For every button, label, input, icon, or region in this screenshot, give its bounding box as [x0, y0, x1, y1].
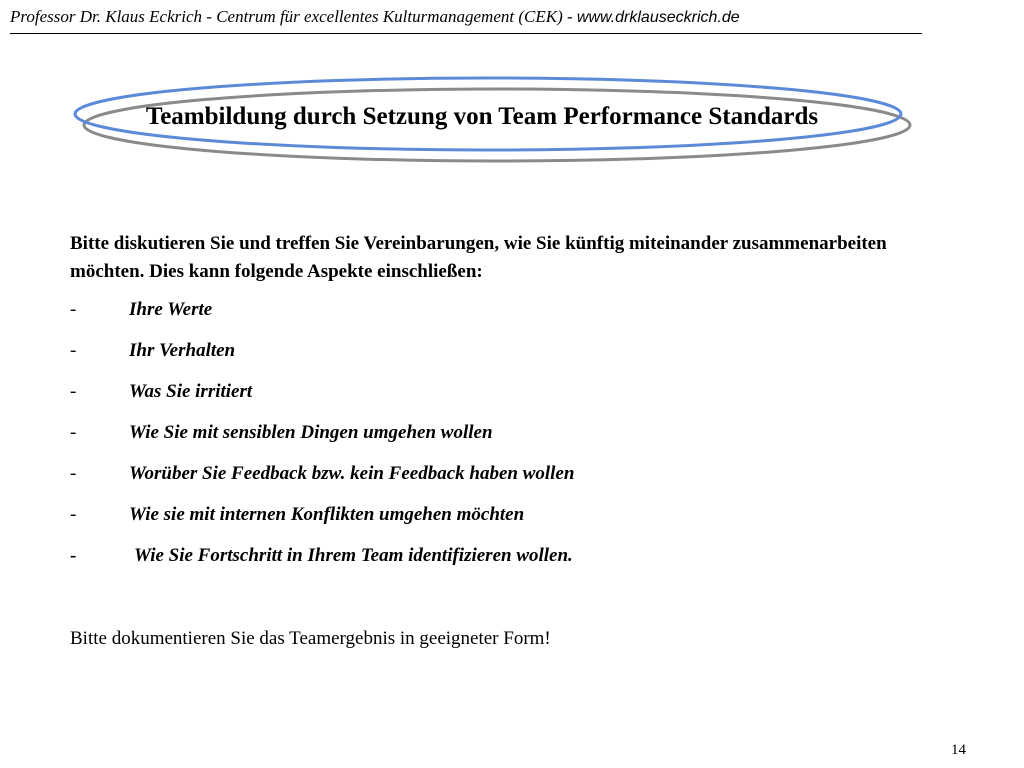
aspects-list [70, 296, 940, 583]
bullet-marker: - [70, 463, 77, 484]
bullet-marker: - [70, 340, 77, 361]
bullet-marker: - [70, 299, 77, 320]
title-ellipse-decoration [0, 0, 1024, 200]
closing-instruction: Bitte dokumentieren Sie das Teamergebnis in geeigneter Form! [70, 628, 551, 649]
bullet-text: Wie Sie Fortschritt in Ihrem Team identifizieren wollen. [134, 545, 573, 566]
bullet-text: Ihre Werte [129, 299, 213, 320]
header-separator: - [562, 7, 577, 26]
list-item [70, 378, 940, 419]
page-number: 14 [951, 742, 966, 758]
bullet-text: Wie Sie mit sensiblen Dingen umgehen wollen [129, 422, 493, 443]
list-item [70, 337, 940, 378]
list-item [70, 542, 940, 583]
bullet-text: Was Sie irritiert [129, 381, 253, 402]
list-item [70, 296, 940, 337]
bullet-text: Wie sie mit internen Konflikten umgehen möchten [129, 504, 525, 525]
bullet-marker: - [70, 422, 77, 443]
bullet-text: Worüber Sie Feedback bzw. kein Feedback haben wollen [129, 463, 575, 484]
bullet-marker: - [70, 545, 77, 566]
list-item [70, 501, 940, 542]
bullet-text: Ihr Verhalten [129, 340, 236, 361]
bullet-marker: - [70, 381, 77, 402]
list-item [70, 419, 940, 460]
list-item [70, 460, 940, 501]
intro-paragraph: Bitte diskutieren Sie und treffen Sie Vereinbarungen, wie Sie künftig miteinander zusammenarbeiten möchten. Dies kann folgende Aspekte einschließen: [70, 233, 887, 282]
header-url: www.drklauseckrich.de [576, 9, 740, 26]
slide-title: Teambildung durch Setzung von Team Performance Standards [145, 103, 819, 130]
header-organization: Professor Dr. Klaus Eckrich - Centrum für excellentes Kulturmanagement (CEK) [10, 7, 563, 26]
bullet-marker: - [70, 504, 77, 525]
